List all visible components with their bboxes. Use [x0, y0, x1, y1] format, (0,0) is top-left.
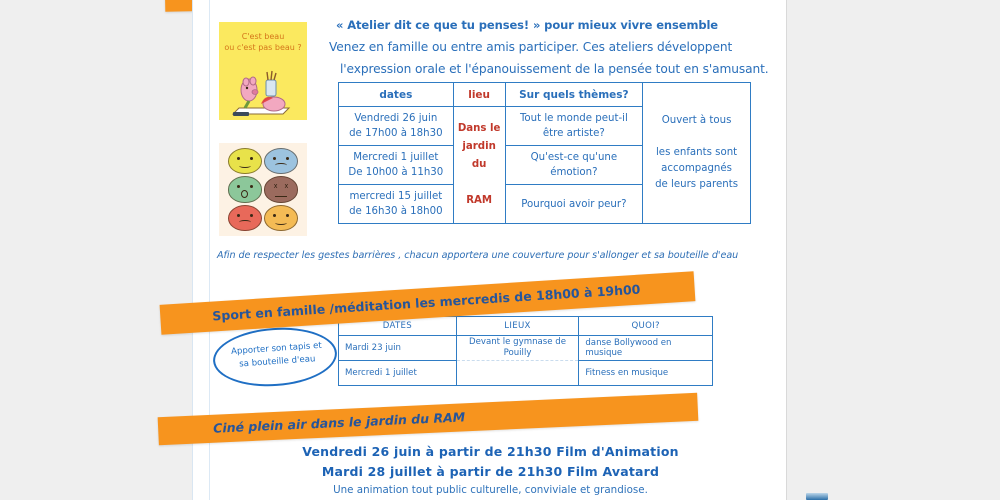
- header-sport-lieux: LIEUX: [456, 317, 579, 336]
- lieu-line-4: RAM: [466, 195, 493, 206]
- illustration-emotion-faces: [219, 143, 307, 236]
- ouvert-line-2: les enfants sont: [655, 147, 738, 158]
- banner-cine-label: Ciné plein air dans le jardin du RAM: [212, 409, 466, 436]
- oval-callout-text: [214, 339, 340, 374]
- lieux-line-2: Pouilly: [503, 348, 532, 358]
- cell-date-1: [339, 107, 454, 146]
- intro-line-1: « Atelier dit ce que tu penses! » pour mieux vivre ensemble: [336, 18, 719, 32]
- lieux-line-1: Devant le gymnase de: [468, 337, 567, 347]
- oval-line-1: Apporter son tapis et: [230, 340, 323, 358]
- face-surprised-green: [228, 176, 262, 202]
- illustration-caption-line-2: ou c'est pas beau ?: [224, 43, 302, 52]
- illustration-cest-beau: [219, 22, 307, 120]
- ouvert-line-3: accompagnés: [661, 163, 732, 174]
- cell-theme-2: Qu'est-ce qu'une émotion?: [505, 146, 643, 185]
- cell-sport-date-2: Mercredi 1 juillet: [339, 361, 457, 386]
- face-grid: [228, 148, 298, 231]
- cell-sport-lieux: [456, 336, 579, 361]
- intro-line-3: l'expression orale et l'épanouissement de la pensée tout en s'amusant.: [340, 62, 769, 76]
- cine-line-3: Une animation tout public culturelle, conviviale et grandiose.: [333, 484, 648, 496]
- cine-line-1: Vendredi 26 juin à partir de 21h30 Film d'Animation: [302, 444, 679, 459]
- table-row: [339, 336, 713, 361]
- illustration-caption-line-1: C'est beau: [241, 32, 285, 41]
- face-smiling-orange: [264, 205, 298, 231]
- page-bottom-artifact: [806, 493, 828, 500]
- date-2-line-2: De 10h00 à 11h30: [348, 167, 444, 178]
- ouvert-line-1: Ouvert à tous: [661, 115, 732, 126]
- cell-ouvert-a-tous: [643, 83, 751, 224]
- cine-line-2: Mardi 28 juillet à partir de 21h30 Film Avatard: [321, 464, 660, 479]
- cell-sport-quoi-1: danse Bollywood en musique: [579, 336, 713, 361]
- table-row-header: [339, 83, 751, 107]
- lieu-line-2: jardin: [462, 141, 496, 152]
- face-sad-blue: [264, 148, 298, 174]
- header-sport-quoi: QUOI?: [579, 317, 713, 336]
- date-1-line-1: Vendredi 26 juin: [354, 113, 438, 124]
- date-3-line-1: mercredi 15 juillet: [349, 191, 443, 202]
- banner-sport-label: Sport en famille /méditation les mercredis de 18h00 à 19h00: [211, 281, 641, 324]
- oval-callout-tapis: [211, 324, 339, 391]
- date-1-line-2: de 17h00 à 18h30: [349, 128, 443, 139]
- cell-theme-3: Pourquoi avoir peur?: [505, 185, 643, 224]
- illustration-caption: [219, 31, 307, 53]
- table-ateliers: [338, 82, 751, 224]
- header-sport-dates: DATES: [339, 317, 457, 336]
- header-lieu: lieu: [453, 83, 505, 107]
- header-dates: dates: [339, 83, 454, 107]
- pig-drawing-icon: [219, 68, 307, 118]
- intro-line-2: Venez en famille ou entre amis participer. Ces ateliers développent: [329, 40, 733, 54]
- face-dead-brown: x x: [264, 176, 298, 202]
- cell-sport-date-1: Mardi 23 juin: [339, 336, 457, 361]
- oval-line-2: sa bouteille d'eau: [238, 354, 316, 370]
- cell-date-2: [339, 146, 454, 185]
- cell-sport-lieux-empty: [456, 361, 579, 386]
- table-sport: [338, 316, 713, 386]
- cell-lieu: [453, 107, 505, 224]
- date-2-line-1: Mercredi 1 juillet: [353, 152, 439, 163]
- header-themes: Sur quels thèmes?: [505, 83, 643, 107]
- cell-date-3: [339, 185, 454, 224]
- ouvert-line-4: de leurs parents: [655, 179, 739, 190]
- face-angry-red: [228, 205, 262, 231]
- lieu-line-3: du: [471, 159, 487, 170]
- face-happy-yellow: [228, 148, 262, 174]
- table-row: [339, 361, 713, 386]
- cell-theme-1: Tout le monde peut-il être artiste?: [505, 107, 643, 146]
- lieu-line-1: Dans le: [457, 123, 501, 134]
- date-3-line-2: de 16h30 à 18h00: [349, 206, 443, 217]
- cell-sport-quoi-2: Fitness en musique: [579, 361, 713, 386]
- note-gestes-barrieres: Afin de respecter les gestes barrières , chacun apportera une couverture pour s'allonger et sa bouteille d'eau: [217, 250, 739, 261]
